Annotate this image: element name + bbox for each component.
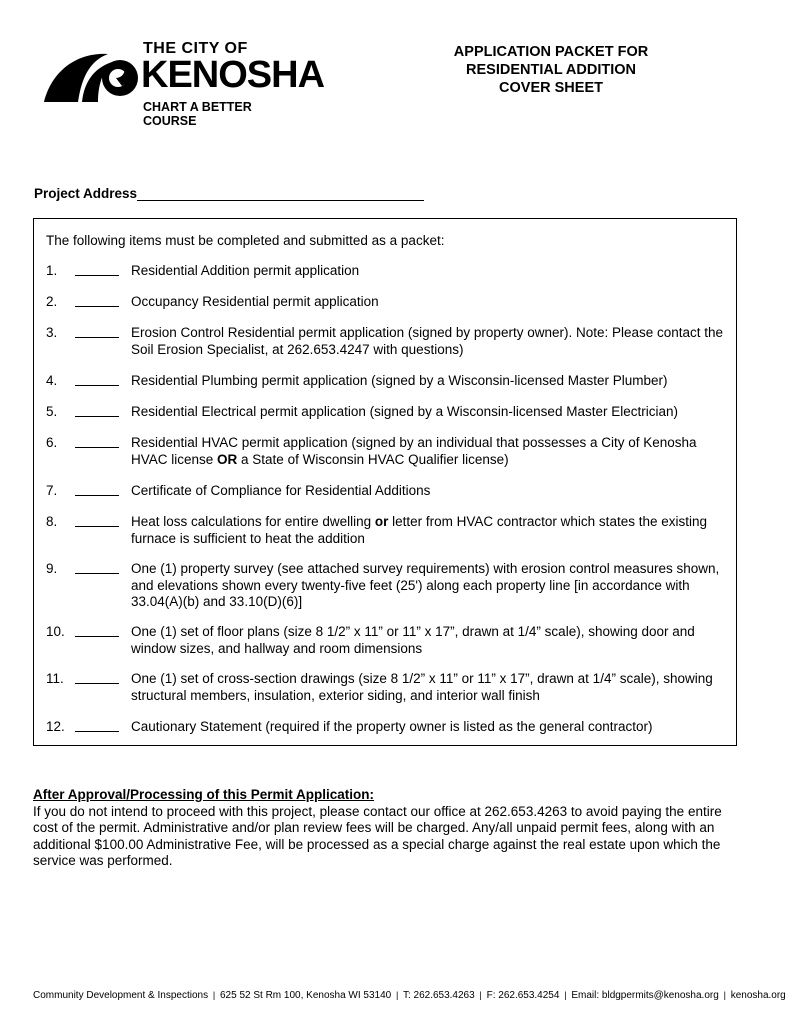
footer-separator: |	[396, 990, 399, 1000]
kenosha-wave-icon	[42, 48, 140, 104]
item-text-part: a State of Wisconsin HVAC Qualifier license)	[237, 451, 509, 467]
item-text: Cautionary Statement (required if the property owner is listed as the general contractor)	[131, 719, 653, 734]
item-number: 5.	[46, 404, 58, 419]
item-text: One (1) property survey (see attached survey requirements) with erosion control measures shown, and elevations shown every twenty-five feet (25') along each property line [in accordance with 33.04(A)(b) and 33.10(D)(6)]	[131, 561, 720, 609]
item-number: 12.	[46, 719, 65, 734]
title-line-2: RESIDENTIAL ADDITION	[466, 62, 636, 78]
footer-email[interactable]: Email: bldgpermits@kenosha.org	[571, 990, 719, 1001]
item-text-emphasis: OR	[217, 451, 238, 467]
approval-body: If you do not intend to proceed with this project, please contact our office at 262.653.4263 to avoid paying the entire cost of the permit. Administrative and/or plan review fees will be charged. Any/all unpaid permit fees, along with an additional $100.00 Administrative Fee, will be processed as a special charge against the real estate upon which the service was performed.	[33, 803, 722, 868]
approval-section	[33, 787, 745, 870]
item-number: 9.	[46, 561, 58, 576]
item-text: One (1) set of floor plans (size 8 1/2” x 11” or 11” x 17”, drawn at 1/4” scale), showing door and window sizes, and hallway and room dimensions	[131, 624, 695, 656]
footer-separator: |	[212, 990, 216, 1000]
item-text: One (1) set of cross-section drawings (size 8 1/2” x 11” or 11” x 17”, drawn at 1/4” scale), showing structural members, insulation, exterior siding, and interior wall finish	[131, 671, 713, 703]
item-check-blank[interactable]	[75, 385, 119, 386]
item-text	[131, 435, 731, 468]
item-check-blank[interactable]	[75, 306, 119, 307]
checklist-intro: The following items must be completed and submitted as a packet:	[46, 233, 445, 248]
item-number: 10.	[46, 624, 65, 639]
item-text: Residential Plumbing permit application (signed by a Wisconsin-licensed Master Plumber)	[131, 373, 668, 388]
item-text-part: Heat loss calculations for entire dwelling	[131, 514, 375, 529]
logo-line-3: CHART A BETTER COURSE	[143, 100, 252, 128]
item-check-blank[interactable]	[75, 526, 119, 527]
item-text: Erosion Control Residential permit application (signed by property owner). Note: Please contact the Soil Erosion Specialist, at 262.653.4247 with questions)	[131, 325, 724, 357]
footer-website[interactable]: kenosha.org	[730, 990, 786, 1001]
footer-separator: |	[564, 990, 567, 1000]
city-logo	[42, 40, 325, 128]
project-address-field[interactable]	[137, 186, 424, 201]
item-number: 3.	[46, 325, 58, 340]
item-text-emphasis: or	[374, 514, 389, 529]
item-number: 4.	[46, 373, 58, 388]
item-number: 11.	[46, 671, 64, 686]
footer-separator: |	[723, 990, 726, 1000]
item-number: 7.	[46, 483, 58, 498]
logo-line-2: KENOSHA	[141, 54, 325, 96]
footer-separator: |	[479, 990, 482, 1000]
title-line-1: APPLICATION PACKET FOR	[453, 44, 649, 60]
document-title	[430, 43, 672, 97]
item-check-blank[interactable]	[75, 495, 119, 496]
item-text-part: letter from HVAC contractor which states the existing furnace is sufficient to heat the addition	[131, 514, 707, 546]
item-check-blank[interactable]	[75, 636, 119, 637]
item-check-blank[interactable]	[75, 337, 119, 338]
item-text: Residential Electrical permit application (signed by a Wisconsin-licensed Master Electrician)	[131, 404, 678, 419]
item-check-blank[interactable]	[75, 683, 119, 684]
approval-heading: After Approval/Processing of this Permit Application:	[33, 787, 375, 802]
footer-fax: F: 262.653.4254	[486, 990, 560, 1001]
item-number: 1.	[46, 263, 58, 278]
title-line-3: COVER SHEET	[499, 80, 603, 96]
page-footer	[33, 990, 786, 1001]
logo-line-1: THE CITY OF	[143, 40, 248, 57]
project-address-label: Project Address	[34, 186, 138, 201]
footer-phone: T: 262.653.4263	[402, 990, 475, 1001]
item-check-blank[interactable]	[75, 447, 119, 448]
item-text: Certificate of Compliance for Residential Additions	[131, 483, 431, 498]
item-text	[131, 514, 731, 547]
item-number: 2.	[46, 294, 58, 309]
item-text: Occupancy Residential permit application	[131, 294, 379, 309]
item-number: 6.	[46, 435, 58, 450]
item-number: 8.	[46, 514, 58, 529]
item-check-blank[interactable]	[75, 275, 119, 276]
project-address-row	[34, 186, 424, 201]
item-check-blank[interactable]	[75, 573, 119, 574]
item-check-blank[interactable]	[75, 416, 119, 417]
item-text: Residential Addition permit application	[131, 263, 360, 278]
item-check-blank[interactable]	[75, 731, 119, 732]
item-text-part: Residential HVAC permit application (signed by an individual that possesses a City of Kenosha HVAC license	[131, 435, 697, 467]
footer-address: 625 52 St Rm 100, Kenosha WI 53140	[219, 990, 392, 1001]
checklist-box	[33, 218, 737, 746]
footer-dept: Community Development & Inspections	[33, 990, 209, 1001]
